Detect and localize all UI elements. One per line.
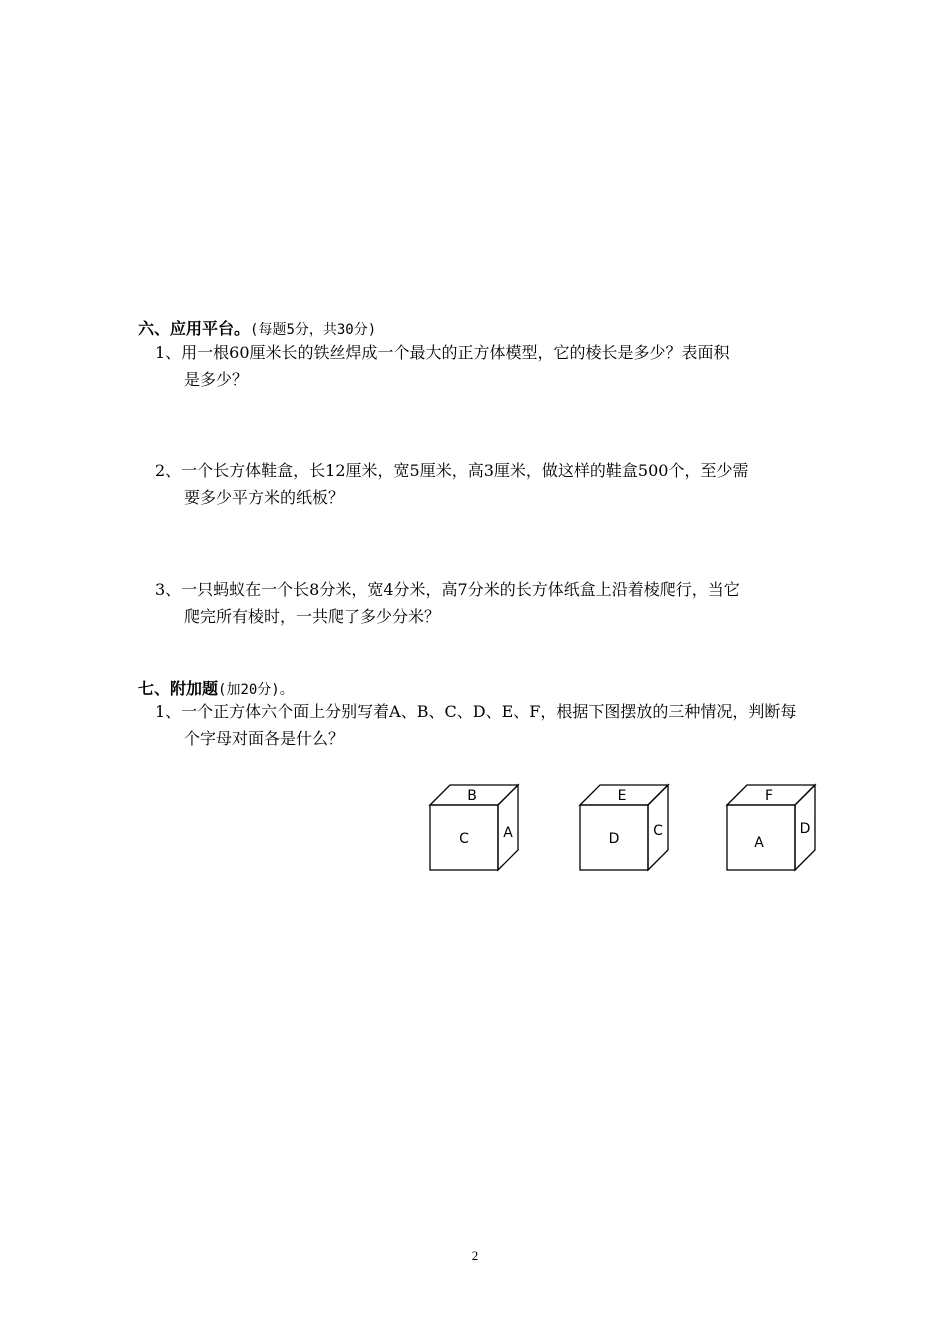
cube-1-front-letter: C — [459, 831, 469, 847]
section-7-heading — [138, 676, 294, 699]
cube-2-front-letter: D — [608, 831, 620, 847]
cube-figures — [425, 780, 825, 875]
question-6-3 — [155, 576, 845, 630]
cube-1-side-letter: A — [503, 825, 513, 841]
cube-1 — [430, 785, 518, 870]
question-text-line1: 1、一个正方体六个面上分别写着A、B、C、D、E、F，根据下图摆放的三种情况，判断每 — [155, 702, 797, 721]
question-text-line1: 2、一个长方体鞋盒，长12厘米，宽5厘米，高3厘米，做这样的鞋盒500个，至少需 — [155, 461, 749, 480]
question-text-line1: 1、用一根60厘米长的铁丝焊成一个最大的正方体模型，它的棱长是多少？表面积 — [155, 343, 730, 362]
cube-3-front-letter: A — [754, 835, 764, 851]
question-6-2 — [155, 457, 845, 511]
cube-2 — [580, 785, 668, 870]
question-text-line2: 是多少？ — [184, 370, 249, 389]
question-text-line2: 个字母对面各是什么？ — [184, 729, 345, 748]
question-6-1 — [155, 339, 845, 393]
cube-2-side-letter: C — [653, 823, 663, 839]
question-text-line1: 3、一只蚂蚁在一个长8分米，宽4分米，高7分米的长方体纸盒上沿着棱爬行，当它 — [155, 580, 740, 599]
question-7-1 — [155, 698, 845, 752]
cube-2-top-letter: E — [617, 788, 627, 804]
cube-1-top-letter: B — [467, 788, 477, 804]
section-6-score-note: (每题5分，共30分) — [250, 322, 377, 338]
section-7-title: 七、附加题 — [138, 679, 219, 698]
section-6-heading — [138, 316, 376, 339]
cube-3-side-letter: D — [799, 821, 811, 837]
cube-3 — [727, 785, 815, 870]
question-text-line2: 爬完所有棱时，一共爬了多少分米？ — [184, 607, 441, 626]
question-text-line2: 要多少平方米的纸板？ — [184, 488, 345, 507]
cube-3-top-letter: F — [764, 788, 774, 804]
page-number: 2 — [471, 1248, 479, 1263]
section-7-score-note: (加20分)。 — [218, 682, 294, 698]
section-6-title: 六、应用平台。 — [138, 319, 251, 338]
